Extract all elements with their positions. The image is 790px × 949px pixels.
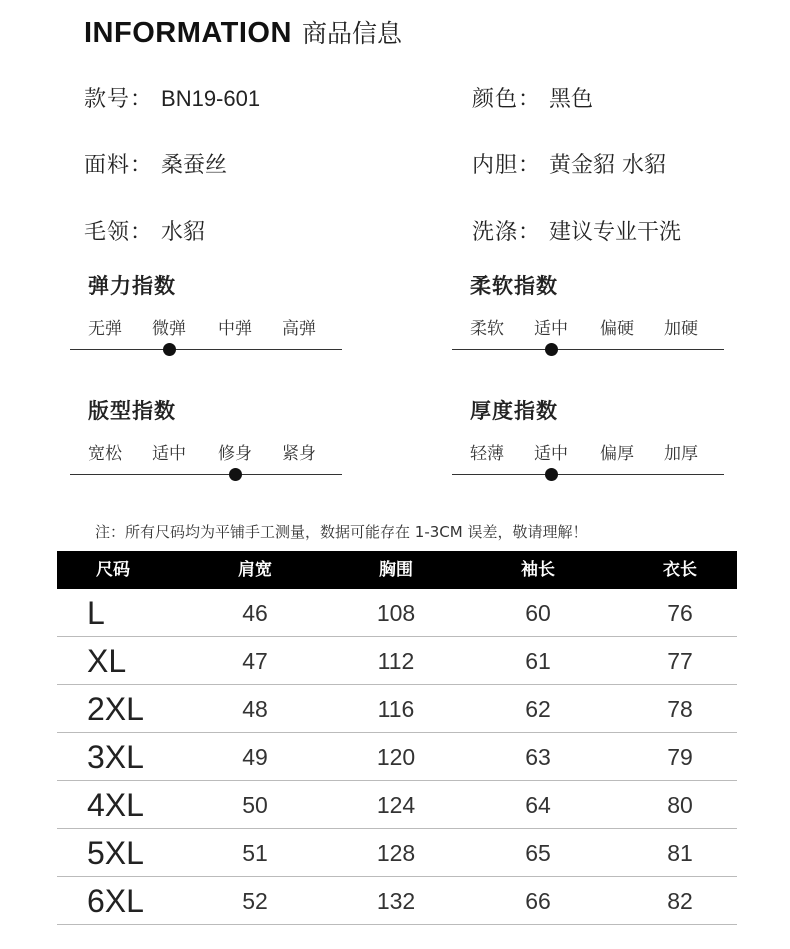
table-row xyxy=(57,877,737,925)
attr-value: 水貂 xyxy=(161,220,206,245)
index-level: 适中 xyxy=(534,319,568,339)
header-cell: 尺码 xyxy=(96,560,130,580)
size-label-cell: 3XL xyxy=(87,739,144,775)
measurement-cell: 64 xyxy=(525,792,551,818)
index-levels xyxy=(470,439,730,463)
index-marker xyxy=(545,468,558,481)
title-en: INFORMATION xyxy=(84,17,292,49)
attr-label: 洗涤： xyxy=(472,220,542,245)
header-cell: 袖长 xyxy=(521,560,555,580)
header-cell: 肩宽 xyxy=(238,560,272,580)
size-label-cell: 2XL xyxy=(87,691,144,727)
attr-fabric xyxy=(84,148,227,179)
attr-value: 黑色 xyxy=(549,87,594,112)
table-body xyxy=(57,589,737,925)
index-level: 偏硬 xyxy=(600,319,634,339)
index-level: 中弹 xyxy=(218,319,252,339)
attr-value: 建议专业干洗 xyxy=(549,220,682,245)
size-label-cell: 5XL xyxy=(87,835,144,871)
measurement-cell: 108 xyxy=(376,600,416,626)
measurement-cell: 46 xyxy=(242,600,268,626)
measurement-cell: 76 xyxy=(667,600,693,626)
page-title xyxy=(84,14,402,54)
title-zh: 商品信息 xyxy=(301,19,402,48)
index-title: 弹力指数 xyxy=(88,274,176,298)
measurement-cell: 51 xyxy=(242,840,268,866)
index-thickness xyxy=(452,395,727,490)
measurement-cell: 66 xyxy=(525,888,551,914)
index-track xyxy=(70,349,342,350)
attr-collar xyxy=(84,215,205,246)
index-level: 柔软 xyxy=(470,319,504,339)
attr-value: 桑蚕丝 xyxy=(161,153,228,178)
size-table xyxy=(57,551,737,925)
header-cell: 衣长 xyxy=(663,560,697,580)
table-header xyxy=(57,551,737,589)
index-marker xyxy=(163,343,176,356)
index-level: 紧身 xyxy=(282,444,316,464)
attr-label: 内胆： xyxy=(472,153,542,178)
index-track xyxy=(452,474,724,475)
index-elasticity xyxy=(70,270,345,365)
size-label-cell: L xyxy=(87,595,105,631)
index-track xyxy=(452,349,724,350)
index-track xyxy=(70,474,342,475)
index-level: 修身 xyxy=(218,444,252,464)
attr-label: 面料： xyxy=(84,153,154,178)
measurement-cell: 112 xyxy=(377,648,415,674)
attr-lining xyxy=(472,148,666,179)
measurement-cell: 47 xyxy=(242,648,268,674)
index-level: 适中 xyxy=(152,444,186,464)
measurement-cell: 77 xyxy=(667,648,693,674)
measurement-cell: 63 xyxy=(525,744,551,770)
header-cell: 胸围 xyxy=(379,560,413,580)
index-level: 偏厚 xyxy=(600,444,634,464)
attr-washing xyxy=(472,215,681,246)
table-row xyxy=(57,637,737,685)
measurement-cell: 128 xyxy=(376,840,416,866)
index-fit xyxy=(70,395,345,490)
table-row xyxy=(57,733,737,781)
index-title: 柔软指数 xyxy=(470,274,558,298)
measurement-cell: 50 xyxy=(242,792,268,818)
measurement-cell: 124 xyxy=(376,792,416,818)
size-label-cell: XL xyxy=(87,643,127,679)
index-level: 适中 xyxy=(534,444,568,464)
attr-color xyxy=(472,82,593,113)
index-title: 厚度指数 xyxy=(470,399,558,423)
measurement-cell: 48 xyxy=(242,696,268,722)
attr-value: BN19-601 xyxy=(161,86,261,111)
measurement-note: 注：所有尺码均为平铺手工测量，数据可能存在 1-3CM 误差，敬请理解！ xyxy=(95,523,588,541)
index-level: 宽松 xyxy=(88,444,122,464)
index-softness xyxy=(452,270,727,365)
measurement-cell: 79 xyxy=(667,744,693,770)
table-row xyxy=(57,781,737,829)
index-levels xyxy=(88,314,348,338)
index-levels xyxy=(88,439,348,463)
measurement-cell: 61 xyxy=(525,648,551,674)
index-marker xyxy=(229,468,242,481)
index-level: 无弹 xyxy=(88,319,122,339)
attr-label: 毛领： xyxy=(84,220,154,245)
measurement-cell: 81 xyxy=(667,840,693,866)
measurement-cell: 65 xyxy=(525,840,551,866)
index-title: 版型指数 xyxy=(88,399,176,423)
index-level: 加厚 xyxy=(664,444,698,464)
index-levels xyxy=(470,314,730,338)
measurement-cell: 52 xyxy=(242,888,268,914)
measurement-cell: 80 xyxy=(667,792,693,818)
measurement-cell: 62 xyxy=(525,696,551,722)
table-row xyxy=(57,829,737,877)
measurement-cell: 60 xyxy=(525,600,551,626)
measurement-cell: 82 xyxy=(667,888,693,914)
size-label-cell: 4XL xyxy=(87,787,144,823)
measurement-cell: 78 xyxy=(667,696,693,722)
attr-style-no xyxy=(84,82,260,113)
size-label-cell: 6XL xyxy=(87,883,144,919)
measurement-cell: 116 xyxy=(377,696,415,722)
measurement-cell: 132 xyxy=(376,888,416,914)
attr-value: 黄金貂 水貂 xyxy=(549,153,667,178)
index-level: 加硬 xyxy=(664,319,698,339)
table-row xyxy=(57,589,737,637)
attr-label: 款号： xyxy=(84,87,154,112)
index-level: 微弹 xyxy=(152,319,186,339)
index-marker xyxy=(545,343,558,356)
index-level: 轻薄 xyxy=(470,444,504,464)
table-row xyxy=(57,685,737,733)
index-level: 高弹 xyxy=(282,319,316,339)
measurement-cell: 49 xyxy=(242,744,268,770)
measurement-cell: 120 xyxy=(376,744,416,770)
attr-label: 颜色： xyxy=(472,87,542,112)
